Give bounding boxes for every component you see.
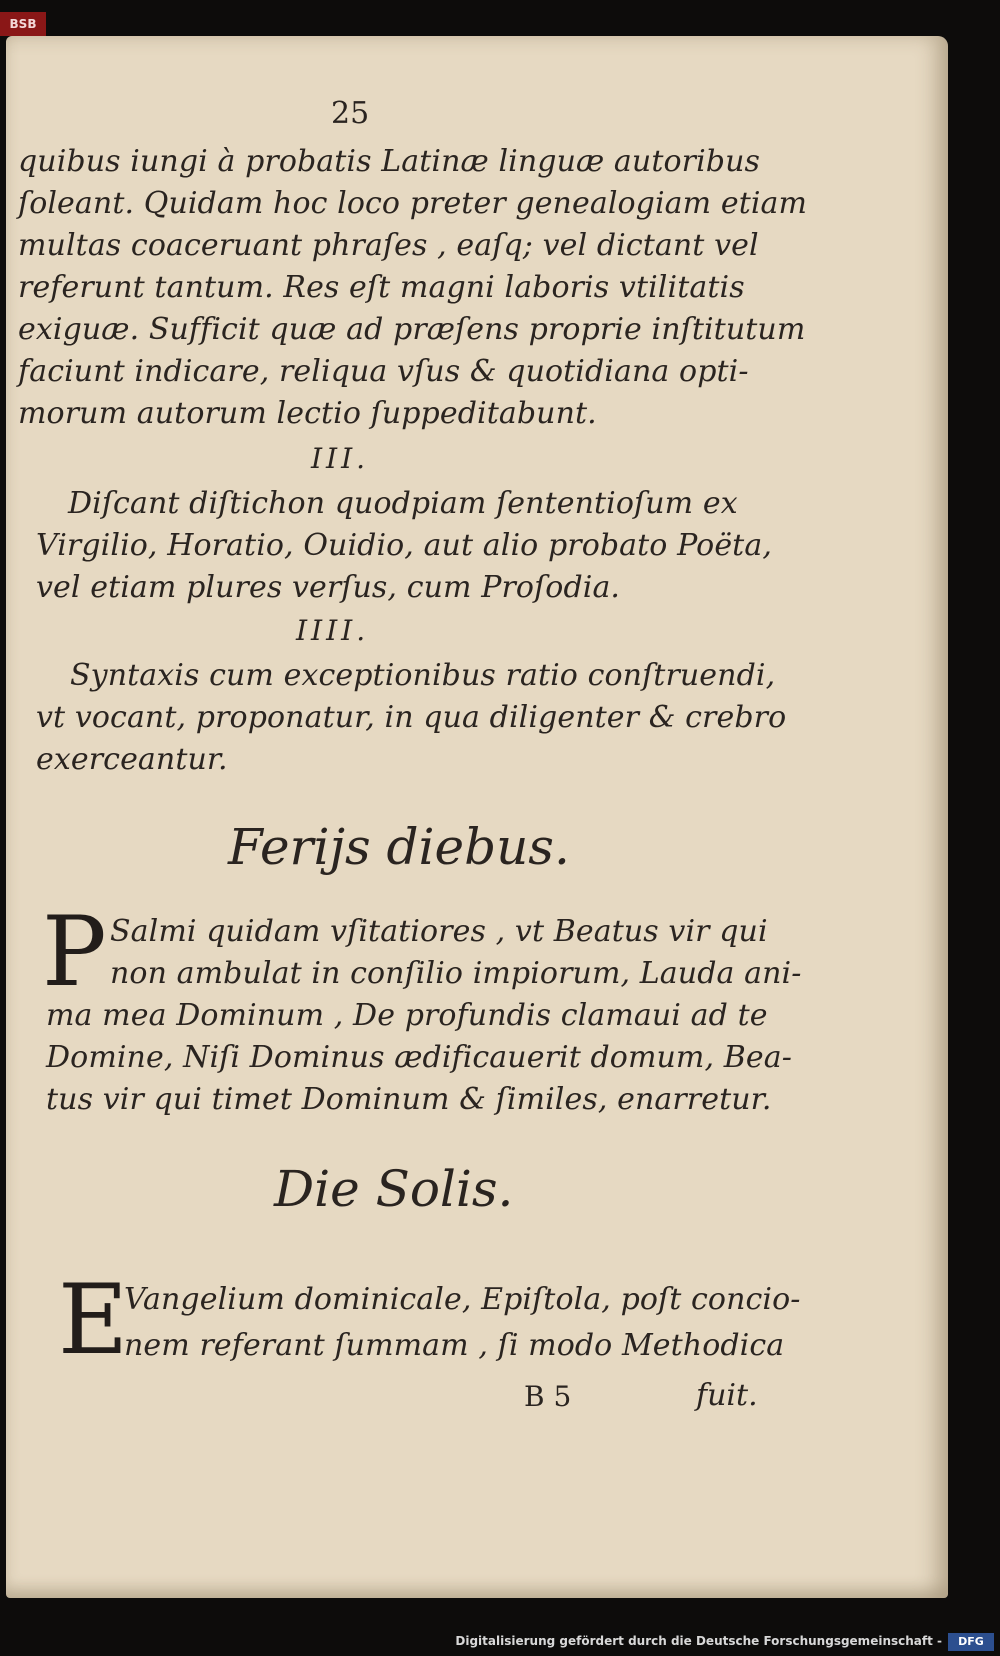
text-line: faciunt indicare, reliqua vſus & quotidiana opti- — [18, 354, 749, 389]
text-line: Domine, Niſi Dominus ædificauerit domum, Bea- — [46, 1040, 792, 1075]
page-text — [6, 36, 948, 1598]
text-line: multas coaceruant phraſes , eaſq; vel dictant vel — [18, 228, 759, 263]
digitization-credit: Digitalisierung gefördert durch die Deutsche Forschungsgemeinschaft - — [455, 1634, 942, 1648]
text-line: morum autorum lectio ſuppeditabunt. — [18, 396, 597, 431]
text-line: Vangelium dominicale, Epiſtola, poſt concio- — [124, 1282, 801, 1317]
catchword: fuit. — [696, 1378, 758, 1413]
text-line: non ambulat in conſilio impiorum, Lauda ani- — [110, 956, 802, 991]
text-line: tus vir qui timet Dominum & ſimiles, enarretur. — [46, 1082, 772, 1117]
text-line: quibus iungi à probatis Latinæ linguæ autoribus — [18, 144, 761, 179]
text-line: Syntaxis cum exceptionibus ratio conſtruendi, — [70, 658, 776, 693]
text-line: nem referant ſummam , ſi modo Methodica — [124, 1328, 785, 1363]
section-number-3: III. — [311, 442, 370, 475]
signature-mark: B 5 — [524, 1380, 572, 1413]
text-line: vt vocant, proponatur, in qua diligenter & crebro — [36, 700, 787, 735]
heading-ferijs-diebus: Ferijs diebus. — [228, 818, 570, 876]
dfg-logo: DFG — [948, 1633, 994, 1651]
drop-cap-e: E — [58, 1264, 129, 1376]
text-line: ma mea Dominum , De profundis clamaui ad te — [46, 998, 768, 1033]
text-line: referunt tantum. Res eſt magni laboris vtilitatis — [18, 270, 745, 305]
page-number: 25 — [331, 96, 370, 131]
text-line: Virgilio, Horatio, Ouidio, aut alio probato Poëta, — [36, 528, 772, 563]
text-line: exerceantur. — [36, 742, 228, 777]
text-line: Salmi quidam vſitatiores , vt Beatus vir qui — [110, 914, 768, 949]
drop-cap-p: P — [42, 896, 107, 1008]
text-line: vel etiam plures verſus, cum Proſodia. — [36, 570, 621, 605]
book-page — [6, 36, 948, 1598]
bsb-library-tag: BSB — [0, 12, 46, 36]
text-line: Diſcant diſtichon quodpiam ſententioſum ex — [68, 486, 738, 521]
heading-die-solis: Die Solis. — [274, 1160, 514, 1218]
section-number-4: IIII. — [296, 614, 370, 647]
text-line: exiguæ. Sufficit quæ ad præſens proprie inſtitutum — [18, 312, 806, 347]
text-line: ſoleant. Quidam hoc loco preter genealogiam etiam — [18, 186, 808, 221]
